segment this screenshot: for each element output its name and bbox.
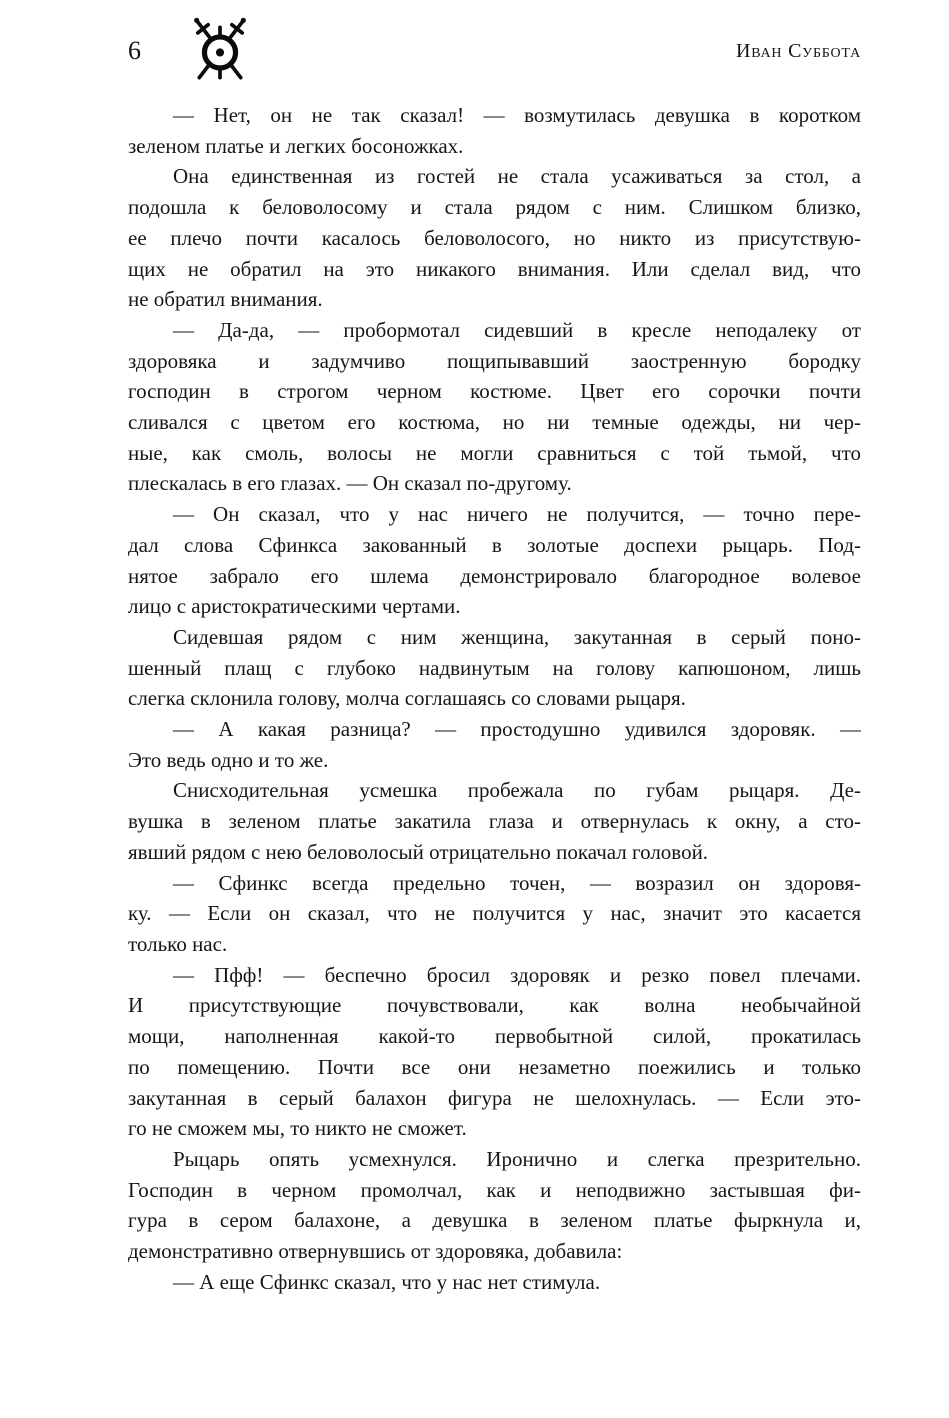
- text-line: подошла к беловолосому и стала рядом с ним. Слишком близко,: [128, 195, 861, 220]
- paragraph: [128, 868, 861, 960]
- text-line: — А еще Сфинкс сказал, что у нас нет стимула.: [173, 1269, 601, 1294]
- text-line: нятое забрало его шлема демонстрировало благородное волевое: [128, 563, 861, 588]
- paragraph: [128, 161, 861, 315]
- paragraph: [128, 315, 861, 499]
- text-line: зеленом платье и легких босоножках.: [128, 133, 464, 158]
- text-line: слегка склонила голову, молча соглашаясь со словами рыцаря.: [128, 686, 686, 711]
- text-line: Сидевшая рядом с ним женщина, закутанная в серый поно-: [173, 624, 861, 649]
- paragraph: [128, 499, 861, 622]
- text-line: сливался с цветом его костюма, но ни темные одежды, ни чер-: [128, 410, 861, 435]
- text-line: — А какая разница? — простодушно удивился здоровяк. —: [173, 717, 861, 742]
- text-line: ее плечо почти касалось беловолосого, но никто из присутствую-: [128, 225, 861, 250]
- text-line: не обратил внимания.: [128, 287, 323, 312]
- text-line: шенный плащ с глубоко надвинутым на голову капюшоном, лишь: [128, 655, 861, 680]
- text-line: ные, как смоль, волосы не могли сравниться с той тьмой, что: [128, 440, 861, 465]
- crossed-swords-emblem-icon: [181, 14, 259, 88]
- text-line: гура в сером балахоне, а девушка в зеленом платье фыркнула и,: [128, 1208, 861, 1233]
- text-line: по помещению. Почти все они незаметно поежились и только: [128, 1054, 861, 1079]
- paragraph: [128, 622, 861, 714]
- text-line: щих не обратил на это никакого внимания. Или сделал вид, что: [128, 256, 861, 281]
- paragraph: [128, 1144, 861, 1267]
- text-line: только нас.: [128, 931, 228, 956]
- text-line: го не сможем мы, то никто не сможет.: [128, 1116, 467, 1141]
- text-line: господин в строгом черном костюме. Цвет его сорочки почти: [128, 379, 861, 404]
- paragraph: [128, 1267, 861, 1298]
- text-line: — Пфф! — беспечно бросил здоровяк и резко повел плечами.: [173, 962, 861, 987]
- text-line: Это ведь одно и то же.: [128, 747, 329, 772]
- text-line: мощи, наполненная какой-то первобытной силой, прокатилась: [128, 1024, 861, 1049]
- text-line: — Да-да, — пробормотал сидевший в кресле неподалеку от: [173, 317, 861, 342]
- text-line: — Сфинкс всегда предельно точен, — возразил он здоровя-: [173, 870, 861, 895]
- text-line: лицо с аристократическими чертами.: [128, 594, 461, 619]
- author-name: Иван Суббота: [735, 39, 861, 62]
- text-line: Рыцарь опять усмехнулся. Иронично и слегка презрительно.: [173, 1146, 861, 1171]
- paragraph: [128, 100, 861, 161]
- text-line: — Нет, он не так сказал! — возмутилась девушка в коротком: [173, 103, 861, 127]
- text-line: — Он сказал, что у нас ничего не получится, — точно пере-: [173, 502, 861, 527]
- paragraph: [128, 714, 861, 775]
- page-header: [0, 0, 949, 86]
- text-block: [128, 100, 861, 1297]
- text-line: Господин в черном промолчал, как и неподвижно застывшая фи-: [128, 1177, 861, 1202]
- text-line: вушка в зеленом платье закатила глаза и отвернулась к окну, а сто-: [128, 809, 861, 834]
- text-line: ку. — Если он сказал, что не получится у нас, значит это касается: [128, 901, 861, 926]
- paragraph: [128, 775, 861, 867]
- text-line: явший рядом с нею беловолосый отрицательно покачал головой.: [128, 839, 709, 864]
- text-line: И присутствующие почувствовали, как волна необычайной: [128, 993, 861, 1018]
- page-number: 6: [128, 36, 141, 65]
- text-line: закутанная в серый балахон фигура не шелохнулась. — Если это-: [128, 1085, 861, 1110]
- text-line: здоровяка и задумчиво пощипывавший заостренную бородку: [128, 348, 861, 373]
- text-line: плескалась в его глазах. — Он сказал по-другому.: [128, 471, 572, 496]
- text-line: демонстративно отвернувшись от здоровяка, добавила:: [128, 1239, 623, 1264]
- text-line: Она единственная из гостей не стала усаживаться за стол, а: [173, 164, 861, 189]
- paragraph: [128, 960, 861, 1144]
- text-line: дал слова Сфинкса закованный в золотые доспехи рыцарь. Под-: [128, 532, 861, 557]
- text-line: Снисходительная усмешка пробежала по губам рыцаря. Де-: [173, 778, 861, 803]
